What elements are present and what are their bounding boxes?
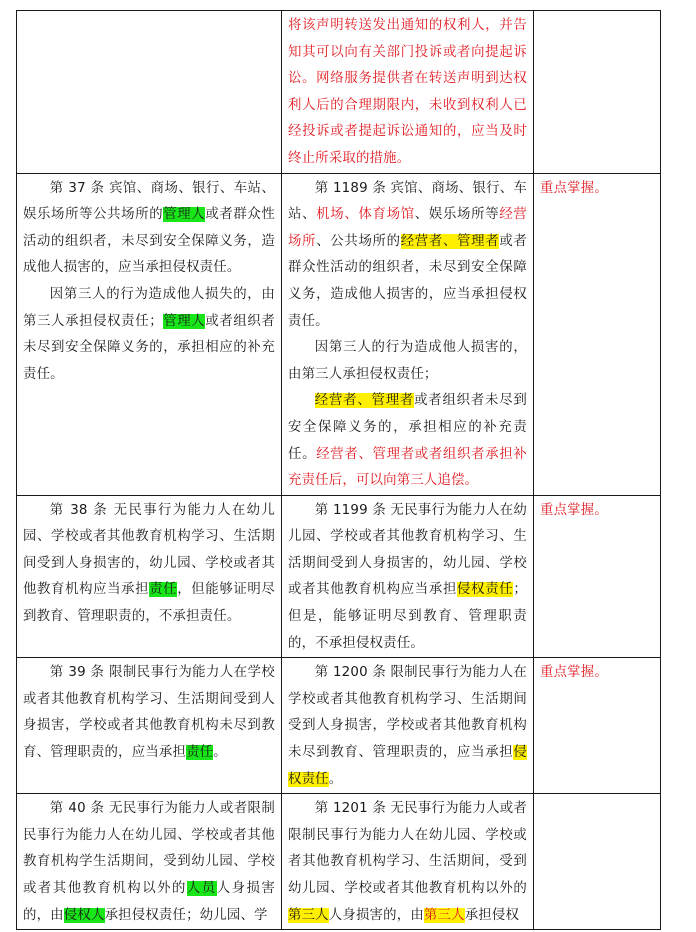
note-text: 重点掌握。 [540,502,608,518]
law-text: 因第三人的行为造成他人损失的，由第三人承担侵权责任； [23,286,275,329]
highlighted-text: 管理人 [162,313,206,329]
new-law-paragraph [288,796,527,929]
law-text: 承担侵权责任；幼儿园、学 [104,907,268,923]
new-law-paragraph [288,176,527,336]
highlighted-text: 第三人 [423,907,465,923]
new-law-cell [282,794,534,930]
law-text: 。 [328,771,343,787]
highlighted-text: 经营者、管理者 [400,233,500,249]
note-cell [534,495,661,658]
old-law-paragraph [23,176,275,282]
highlighted-text: 侵权责任 [288,745,527,787]
law-text: 、娱乐场所等 [414,207,500,223]
law-text: 。 [213,745,227,761]
old-law-cell [17,794,282,930]
law-text: 第 1189 条 宾馆、商场、银行、车站、 [288,180,527,223]
note-cell [534,11,661,174]
law-text: 承担侵权 [464,907,520,923]
law-text: 人身损害的，由 [23,881,275,923]
law-text: 第 1201 条 无民事行为能力人或者限制民事行为能力人在幼儿园、学校或者其他教育机构学习、生活期间，受到幼儿园、学校或者其他教育机构以外的 [288,801,527,896]
new-law-paragraph [288,498,527,658]
law-text: 或者组织者未尽到安全保障义务的，承担相应的补充责任。 [23,313,276,382]
highlighted-text: 责任 [149,582,178,598]
note-text: 重点掌握。 [540,665,608,681]
law-text: 第 40 条 无民事行为能力人或者限制民事行为能力人在幼儿园、学校或者其他教育机构学生活期间，受到幼儿园、学校或者其他教育机构以外的 [23,801,275,896]
note-text: 重点掌握。 [540,180,608,196]
law-text: 第 38 条 无民事行为能力人在幼儿园、学校或者其他教育机构学习、生活期间受到人身损害的，幼儿园、学校或者其他教育机构应当承担 [23,502,275,598]
table-row [17,173,661,495]
new-law-paragraph [288,335,527,388]
new-law-cell [282,173,534,495]
new-law-paragraph [288,388,527,494]
law-text: 或者组织者未尽到安全保障义务的，承担相应的补充责任。 [288,393,527,462]
old-law-paragraph [23,796,275,929]
old-law-cell [17,173,282,495]
old-law-paragraph [23,660,275,766]
law-text: 因第三人的行为造成他人损害的，由第三人承担侵权责任； [288,340,527,382]
law-text: ；但是，能够证明尽到教育、管理职责的，不承担侵权责任。 [288,582,527,651]
table-row [17,794,661,930]
new-law-paragraph [288,660,527,793]
highlighted-text: 第三人 [288,907,329,923]
highlighted-text: 经营场所 [288,207,528,249]
old-law-paragraph [23,282,275,388]
law-text: ，但能够证明尽到教育、管理职责的，不承担责任。 [23,582,275,625]
law-text: 第 1200 条 限制民事行为能力人在学校或者其他教育机构学习、生活期间受到人身损害，学校或者其他教育机构未尽到教育、管理职责的，应当承担 [288,665,527,761]
highlighted-text: 责任 [186,745,214,761]
highlighted-text: 人员 [186,881,217,896]
highlighted-text: 经营者、管理者或者组织者承担补充责任后，可以向第三人追偿。 [288,446,528,489]
new-law-cell [282,11,534,174]
new-law-cell [282,495,534,658]
highlighted-text: 将该声明转送发出通知的权利人，并告知其可以向有关部门投诉或者向提起诉讼。网络服务提供者在转送声明到达权利人后的合理期限内，未收到权利人已经投诉或者提起诉讼通知的，应当及时终止所采取的措施。 [288,18,527,166]
law-text: 或者群众性活动的组织者，未尽到安全保障义务，造成他人损害的，应当承担侵权责任。 [23,207,275,276]
note-cell [534,173,661,495]
table-row [17,658,661,794]
highlighted-text: 经营者、管理者 [314,393,415,409]
table-row [17,11,661,174]
note-cell [534,794,661,930]
law-text: 人身损害的，由 [328,907,424,923]
highlighted-text: 侵权人 [63,907,105,923]
note-cell [534,658,661,794]
law-text: 或者群众性活动的组织者，未尽到安全保障义务，造成他人损害的，应当承担侵权责任。 [288,233,528,329]
highlighted-text: 侵权责任 [457,582,514,598]
new-law-paragraph [288,13,527,173]
old-law-cell [17,495,282,658]
old-law-paragraph [23,498,275,631]
old-law-cell [17,11,282,174]
law-text: 、公共场所的 [316,233,401,249]
law-comparison-table [16,10,661,930]
law-text: 第 1199 条 无民事行为能力人在幼儿园、学校或者其他教育机构学习、生活期间受到人身损害的，幼儿园、学校或者其他教育机构应当承担 [288,502,527,598]
table-row [17,495,661,658]
law-text: 第 39 条 限制民事行为能力人在学校或者其他教育机构学习、生活期间受到人身损害，学校或者其他教育机构未尽到教育、管理职责的，应当承担 [23,665,275,761]
law-text: 第 37 条 宾馆、商场、银行、车站、娱乐场所等公共场所的 [23,180,275,223]
new-law-cell [282,658,534,794]
highlighted-text: 管理人 [163,207,206,223]
old-law-cell [17,658,282,794]
highlighted-text: 机场、体育场馆 [316,207,415,223]
